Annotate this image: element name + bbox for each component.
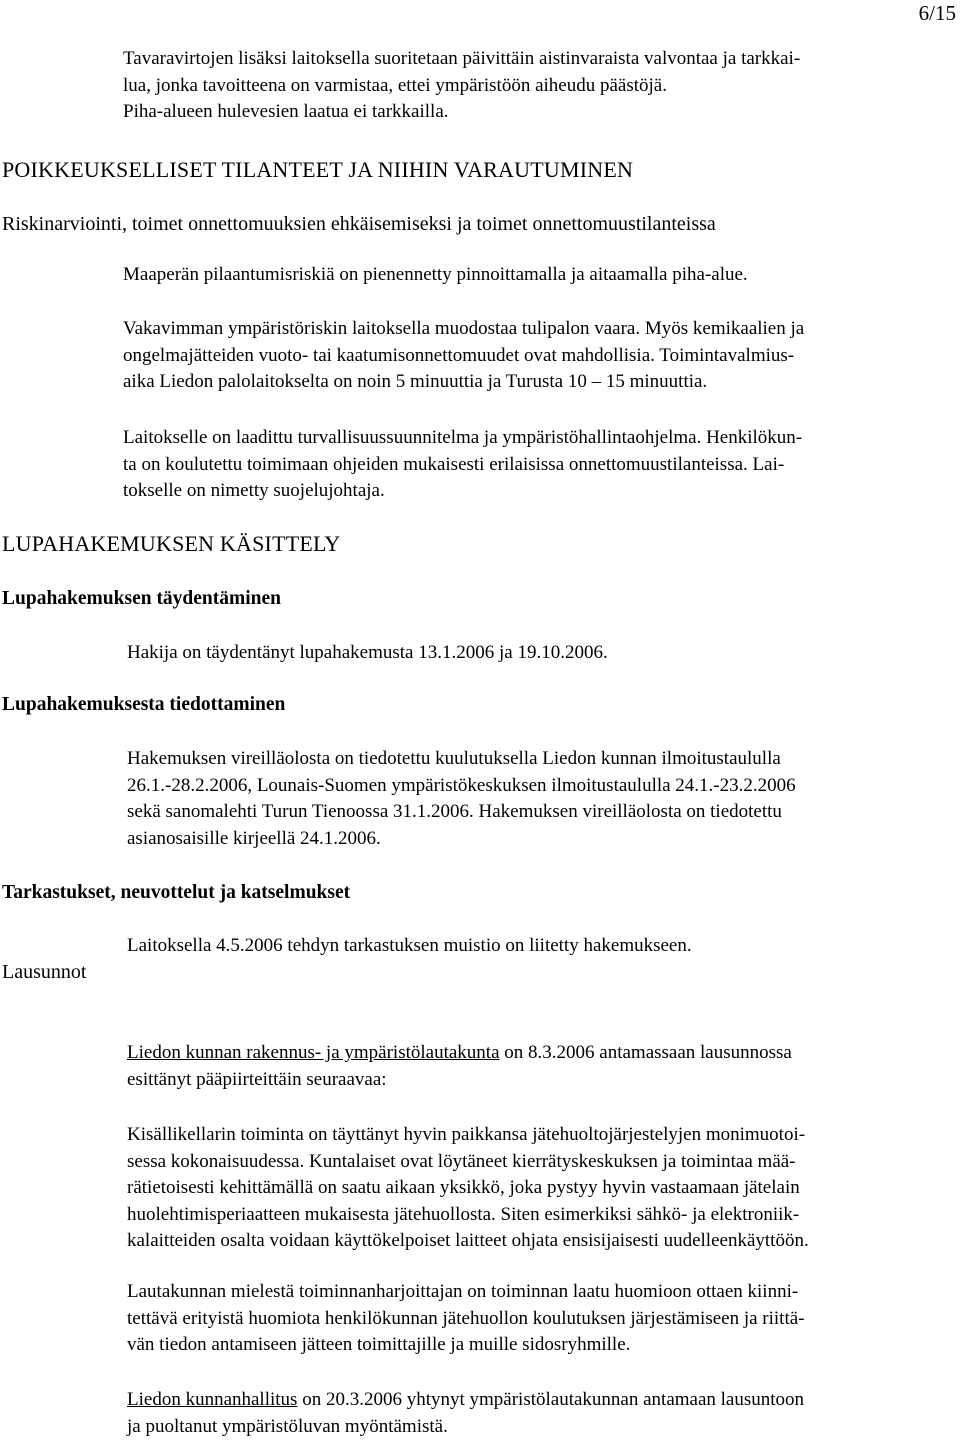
text-line: vän tiedon antamiseen jätteen toimittajille ja muille sidosryhmille.: [127, 1334, 631, 1355]
section-heading-exceptional-situations: POIKKEUKSELLISET TILANTEET JA NIIHIN VARAUTUMINEN: [2, 157, 634, 182]
section-heading-application-processing: LUPAHAKEMUKSEN KÄSITTELY: [2, 531, 341, 556]
text-line: sekä sanomalehti Turun Tienoossa 31.1.2006. Hakemuksen vireilläolosta on tiedotettu: [127, 801, 782, 822]
text-line: Tavaravirtojen lisäksi laitoksella suoritetaan päivittäin aistinvaraista valvontaa ja tarkkai-: [123, 48, 801, 69]
text-line: Hakemuksen vireilläolosta on tiedotettu kuulutuksella Liedon kunnan ilmoitustaululla: [127, 748, 781, 769]
text-line: kalaitteiden osalta voidaan käyttökelpoiset laitteet ohjata ensisijaisesti uudelleenkäyttöön.: [127, 1230, 809, 1251]
text-line: Maaperän pilaantumisriskiä on pienennetty pinnoittamalla ja aitaamalla piha-alue.: [123, 264, 748, 285]
council-name: Liedon kunnanhallitus: [127, 1389, 298, 1410]
text-line: 26.1.-28.2.2006, Lounais-Suomen ympäristökeskuksen ilmoitustaululla 24.1.-23.2.2006: [127, 774, 796, 796]
text-line: Piha-alueen hulevesien laatua ei tarkkailla.: [123, 101, 449, 122]
paragraph-board-opinion-2: [127, 1279, 958, 1359]
text-line: Kisällikellarin toiminta on täyttänyt hyvin paikkansa jätehuoltojärjestelyjen monimuotoi-: [127, 1124, 806, 1145]
subheading-risk-assessment: Riskinarviointi, toimet onnettomuuksien ehkäisemiseksi ja toimet onnettomuustilanteissa: [2, 213, 716, 235]
text-line: Vakavimman ympäristöriskin laitoksella muodostaa tulipalon vaara. Myös kemikaalien ja: [123, 318, 805, 339]
paragraph-council-statement: [127, 1387, 958, 1440]
council-statement-rest: on 20.3.2006 yhtynyt ympäristölautakunnan antamaan lausuntoon: [297, 1389, 805, 1410]
subheading-statements: Lausunnot: [2, 961, 87, 983]
board-name: Liedon kunnan rakennus- ja ympäristölautakunta: [127, 1042, 500, 1063]
text-line: rätietoisesti kehittämällä on saatu aikaan yksikkö, joka pystyy hyvin vastaamaan jätelain: [127, 1177, 800, 1198]
text-line: sessa kokonaisuudessa. Kuntalaiset ovat löytäneet kierrätyskeskuksen ja toimintaa mää-: [127, 1150, 796, 1172]
text-line: ja puoltanut ympäristöluvan myöntämistä.: [127, 1415, 448, 1437]
text-line: [127, 1040, 958, 1067]
paragraph-fire-risk: [123, 316, 958, 396]
text-line: lua, jonka tavoitteena on varmistaa, ettei ympäristöön aiheudu päästöjä.: [123, 74, 667, 96]
paragraph-soil-contamination: [123, 262, 958, 289]
intro-paragraph: [123, 46, 958, 126]
text-line: Laitokselle on laadittu turvallisuussuunnitelma ja ympäristöhallintaohjelma. Henkilökun-: [123, 427, 803, 448]
page-number: 6/15: [918, 1, 956, 25]
text-line: esittänyt pääpiirteittäin seuraavaa:: [127, 1068, 387, 1090]
paragraph-safety-plan: [123, 425, 958, 505]
board-statement-rest: on 8.3.2006 antamassaan lausunnossa: [499, 1042, 792, 1063]
text-line: tettävä erityistä huomiota henkilökunnan jätehuollon koulutuksen järjestämiseen ja riittä-: [127, 1307, 805, 1329]
text-line: [127, 1387, 958, 1414]
subheading-notice: Lupahakemuksesta tiedottaminen: [2, 694, 286, 715]
paragraph-board-opinion-1: [127, 1122, 958, 1255]
text-line: ongelmajätteiden vuoto- tai kaatumisonnettomuudet ovat mahdollisia. Toimintavalmius-: [123, 344, 795, 366]
text-line: Hakija on täydentänyt lupahakemusta 13.1.2006 ja 19.10.2006.: [127, 642, 608, 663]
text-line: ta on koulutettu toimimaan ohjeiden mukaisesti erilaisissa onnettomuustilanteissa. Lai-: [123, 453, 785, 475]
text-line: huolehtimisperiaatteen mukaisesta jätehuollosta. Siten esimerkiksi sähkö- ja elektroniik-: [127, 1203, 800, 1225]
paragraph-notice: [127, 746, 958, 852]
text-line: Lautakunnan mielestä toiminnanharjoittajan on toiminnan laatu huomioon ottaen kiinni-: [127, 1281, 799, 1302]
paragraph-board-statement: [127, 1040, 958, 1093]
text-line: asianosaisille kirjeellä 24.1.2006.: [127, 827, 381, 849]
text-line: Laitoksella 4.5.2006 tehdyn tarkastuksen muistio on liitetty hakemukseen.: [127, 935, 692, 956]
paragraph-supplement: [127, 640, 958, 667]
paragraph-inspections: [127, 933, 958, 960]
subheading-supplement: Lupahakemuksen täydentäminen: [2, 588, 282, 609]
text-line: aika Liedon palolaitokselta on noin 5 minuuttia ja Turusta 10 – 15 minuuttia.: [123, 371, 708, 392]
text-line: tokselle on nimetty suojelujohtaja.: [123, 480, 385, 501]
subheading-inspections: Tarkastukset, neuvottelut ja katselmukset: [2, 882, 351, 903]
